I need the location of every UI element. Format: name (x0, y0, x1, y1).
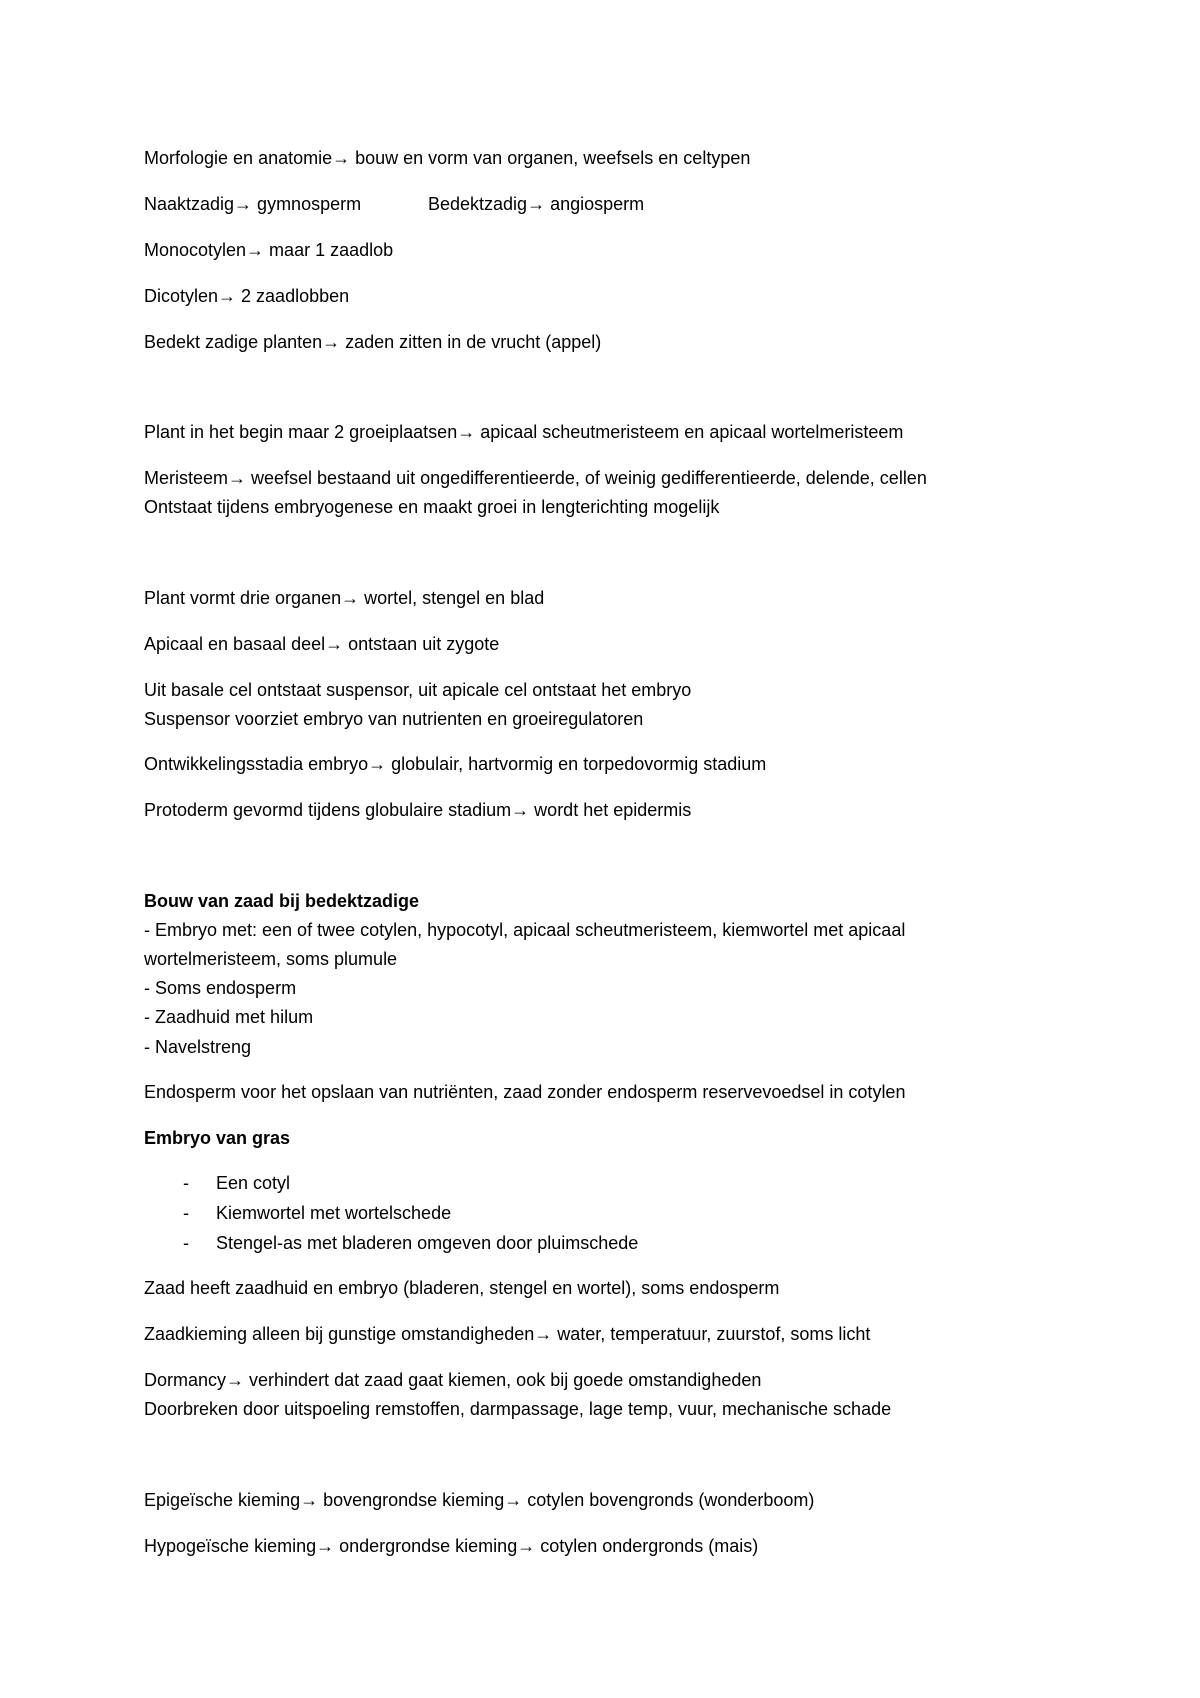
text-line: Hypogeïsche kieming→ ondergrondse kieming→ cotylen ondergronds (mais) (144, 1536, 759, 1556)
text-line: Protoderm gevormd tijdens globulaire stadium→ wordt het epidermis (144, 800, 692, 820)
bullet-dash: - (183, 1173, 189, 1193)
text-line: Dormancy→ verhindert dat zaad gaat kiemen, ook bij goede omstandigheden (144, 1370, 762, 1390)
text-line: Doorbreken door uitspoeling remstoffen, darmpassage, lage temp, vuur, mechanische schade (144, 1399, 892, 1419)
text-line: Zaad heeft zaadhuid en embryo (bladeren, stengel en wortel), soms endosperm (144, 1278, 780, 1298)
text-line: Dicotylen→ 2 zaadlobben (144, 286, 350, 306)
text-line: Bedektzadig→ angiosperm (428, 194, 645, 214)
text-line: Zaadkieming alleen bij gunstige omstandigheden→ water, temperatuur, zuurstof, soms licht (144, 1324, 871, 1344)
text-line: - Navelstreng (144, 1037, 252, 1057)
text-line: Uit basale cel ontstaat suspensor, uit apicale cel ontstaat het embryo (144, 680, 692, 700)
text-line: Ontwikkelingsstadia embryo→ globulair, hartvormig en torpedovormig stadium (144, 754, 767, 774)
text-line: Suspensor voorziet embryo van nutrienten en groeiregulatoren (144, 709, 644, 729)
text-line: Morfologie en anatomie→ bouw en vorm van organen, weefsels en celtypen (144, 148, 751, 168)
text-line: Ontstaat tijdens embryogenese en maakt groei in lengterichting mogelijk (144, 497, 720, 517)
text-line: Plant in het begin maar 2 groeiplaatsen→ apicaal scheutmeristeem en apicaal wortelmeristeem (144, 422, 904, 442)
section-heading: Bouw van zaad bij bedektzadige (144, 891, 420, 911)
bullet-dash: - (183, 1203, 189, 1223)
text-line: Bedekt zadige planten→ zaden zitten in de vrucht (appel) (144, 332, 602, 352)
list-item: Kiemwortel met wortelschede (216, 1203, 452, 1223)
text-line: wortelmeristeem, soms plumule (144, 949, 398, 969)
text-line: - Soms endosperm (144, 978, 297, 998)
text-line: Meristeem→ weefsel bestaand uit ongedifferentieerde, of weinig gedifferentieerde, delende, cellen (144, 468, 927, 488)
text-line: Plant vormt drie organen→ wortel, stengel en blad (144, 588, 545, 608)
text-line: - Zaadhuid met hilum (144, 1007, 314, 1027)
bullet-dash: - (183, 1233, 189, 1253)
text-line: Endosperm voor het opslaan van nutriënten, zaad zonder endosperm reservevoedsel in cotylen (144, 1082, 906, 1102)
section-heading: Embryo van gras (144, 1128, 291, 1148)
text-line: Naaktzadig→ gymnosperm (144, 194, 362, 214)
text-line: Epigeïsche kieming→ bovengrondse kieming→ cotylen bovengronds (wonderboom) (144, 1490, 815, 1510)
list-item: Een cotyl (216, 1173, 291, 1193)
list-item: Stengel-as met bladeren omgeven door pluimschede (216, 1233, 639, 1253)
text-line: - Embryo met: een of twee cotylen, hypocotyl, apicaal scheutmeristeem, kiemwortel met apicaal (144, 920, 906, 940)
text-line: Apicaal en basaal deel→ ontstaan uit zygote (144, 634, 500, 654)
text-line: Monocotylen→ maar 1 zaadlob (144, 240, 394, 260)
